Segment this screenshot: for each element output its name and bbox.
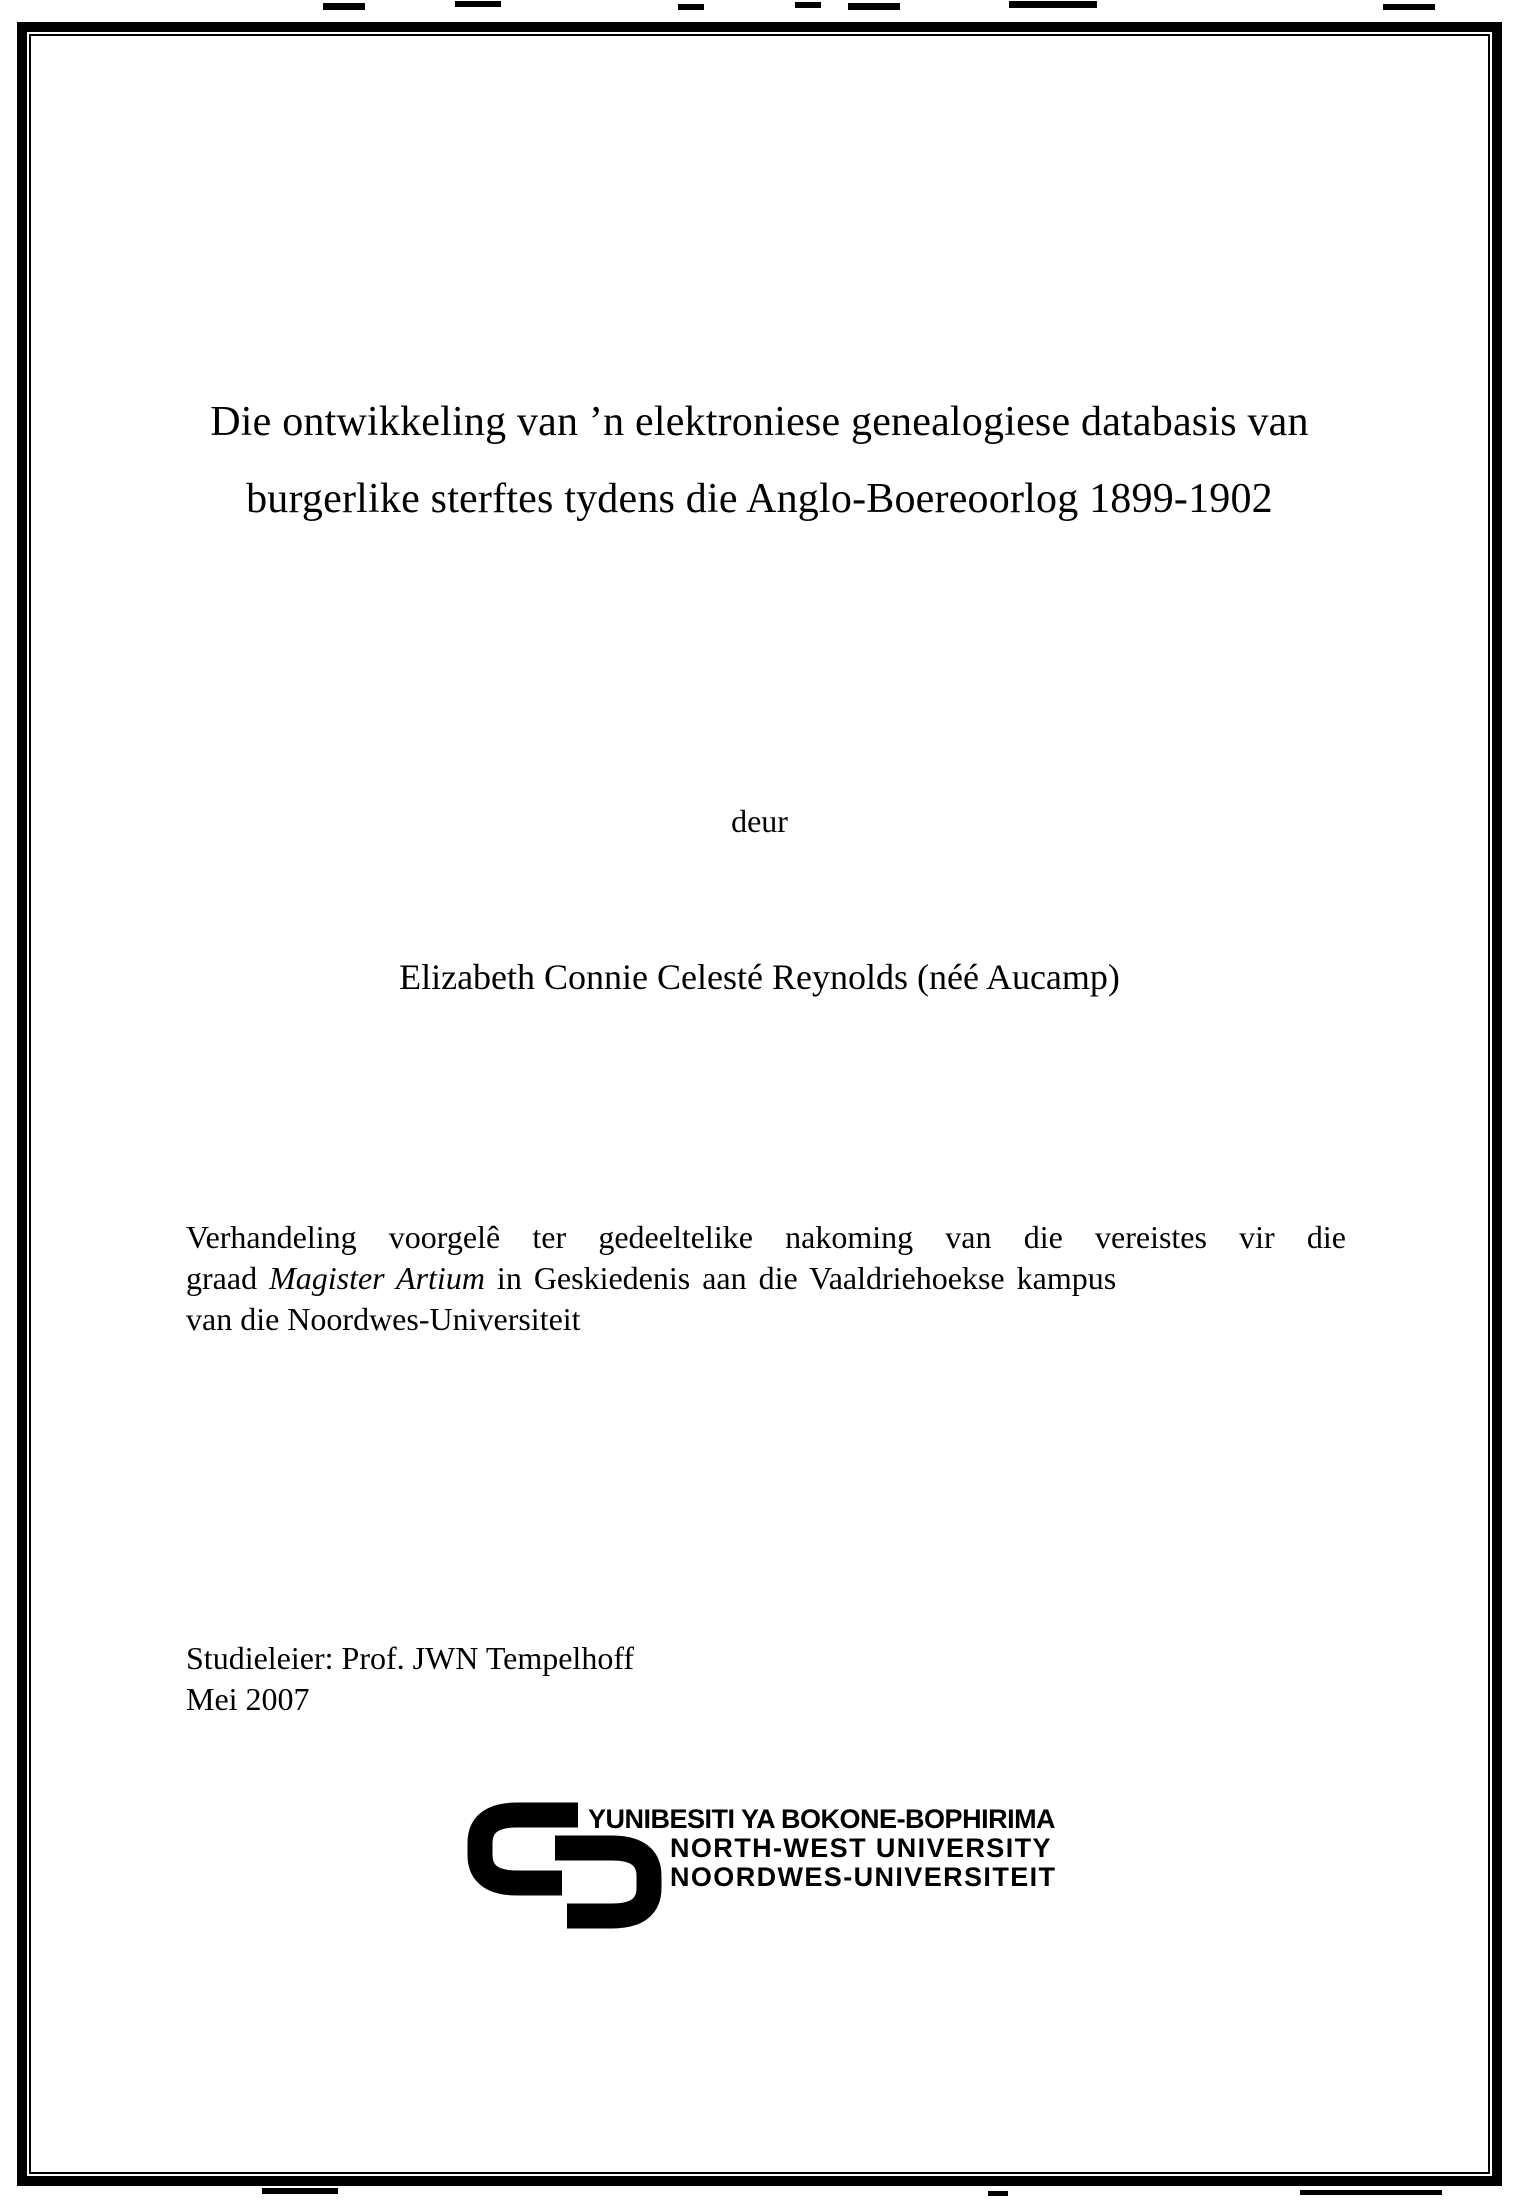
scan-artifact <box>1383 4 1435 10</box>
nwu-logo-wordmark <box>588 1805 1056 1892</box>
degree-line-1: Verhandeling voorgelê ter gedeeltelike nakoming van die vereistes vir die <box>186 1219 1346 1255</box>
nwu-logo <box>462 1802 1122 1942</box>
logo-name-setswana: YUNIBESITI YA BOKONE-BOPHIRIMA <box>588 1804 1056 1834</box>
thesis-title <box>40 384 1479 538</box>
author-name: Elizabeth Connie Celesté Reynolds (néé Aucamp) <box>399 957 1120 997</box>
degree-line-2-latin: Magister Artium <box>269 1260 485 1296</box>
scan-artifact <box>1009 1 1097 8</box>
scan-artifact <box>262 2188 338 2194</box>
scan-artifact <box>988 2191 1008 2196</box>
degree-line-2 <box>186 1258 1346 1299</box>
scan-artifact <box>678 4 704 10</box>
degree-line-2-suffix: in Geskiedenis aan die Vaaldriehoekse kampus <box>484 1260 1117 1296</box>
byline-deur: deur <box>731 803 788 839</box>
supervisor-block <box>186 1638 634 1720</box>
scan-artifact <box>795 2 821 8</box>
title-line-2: burgerlike sterftes tydens die Anglo-Boereoorlog 1899-1902 <box>246 476 1273 522</box>
degree-statement <box>186 1217 1346 1340</box>
title-line-1: Die ontwikkeling van ’n elektroniese genealogiese databasis van <box>210 399 1309 445</box>
logo-name-afrikaans: NOORDWES-UNIVERSITEIT <box>670 1862 1057 1892</box>
degree-line-2-prefix: graad <box>186 1260 270 1296</box>
date-line: Mei 2007 <box>186 1681 310 1717</box>
logo-name-english: NORTH-WEST UNIVERSITY <box>670 1833 1052 1863</box>
scan-artifact <box>455 1 501 7</box>
degree-line-3: van die Noordwes-Universiteit <box>186 1301 581 1337</box>
scan-artifact <box>848 3 900 10</box>
scan-artifact <box>1300 2190 1442 2195</box>
supervisor-line: Studieleier: Prof. JWN Tempelhoff <box>186 1640 635 1676</box>
scan-artifact <box>323 3 365 10</box>
